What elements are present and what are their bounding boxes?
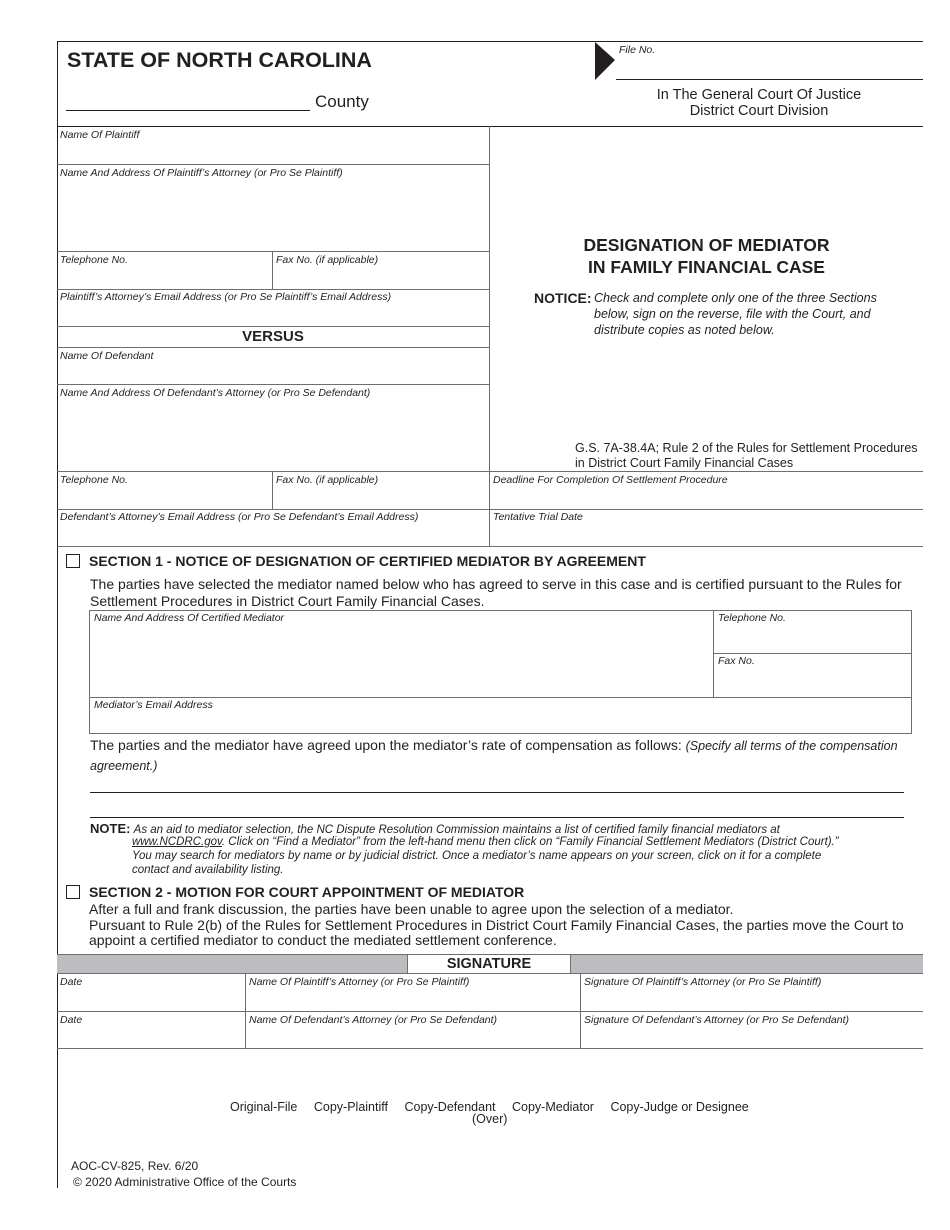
section2-checkbox[interactable]: [66, 885, 80, 899]
defendant-name-input[interactable]: [58, 348, 488, 384]
plaintiff-date-input[interactable]: [58, 975, 244, 1010]
defendant-email-input[interactable]: [58, 510, 488, 546]
defendant-email-label: Defendant’s Attorney’s Email Address (or Pro Se Defendant’s Email Address): [60, 511, 419, 523]
deadline-label: Deadline For Completion Of Settlement Procedure: [493, 474, 728, 486]
plaintiff-date-label: Date: [60, 976, 83, 988]
notice-label: NOTICE:: [534, 290, 592, 306]
defendant-fax-label: Fax No. (if applicable): [276, 474, 379, 486]
plaintiff-phone-input[interactable]: [58, 252, 271, 289]
defendant-attorney-name-label: Name Of Defendant’s Attorney (or Pro Se Defendant): [249, 1014, 498, 1026]
note-block: NOTE: As an aid to mediator selection, the NC Dispute Resolution Commission maintains a list of certified family financial mediators at: [90, 821, 780, 836]
section2-title: SECTION 2 - MOTION FOR COURT APPOINTMENT OF MEDIATOR: [89, 884, 525, 900]
copyright: © 2020 Administrative Office of the Courts: [73, 1175, 297, 1189]
defendant-phone-label: Telephone No.: [60, 474, 128, 486]
dist-copy-judge: Copy-Judge or Designee: [610, 1100, 749, 1114]
mediator-fax-label: Fax No.: [718, 655, 755, 667]
over-label: (Over): [472, 1112, 508, 1126]
versus-label: VERSUS: [242, 328, 304, 345]
defendant-fax-input[interactable]: [273, 472, 488, 509]
plaintiff-fax-input[interactable]: [273, 252, 488, 289]
defendant-signature-input[interactable]: [581, 1012, 923, 1047]
court-name-line2: District Court Division: [689, 103, 829, 119]
notice-line1: Check and complete only one of the three Sections: [594, 291, 877, 305]
notice-line2: below, sign on the reverse, file with the Court, and: [594, 307, 871, 321]
mediator-name-label: Name And Address Of Certified Mediator: [94, 612, 285, 624]
county-label: County: [315, 92, 369, 111]
trial-date-label: Tentative Trial Date: [493, 511, 583, 523]
defendant-attorney-label: Name And Address Of Defendant’s Attorney (or Pro Se Defendant): [60, 387, 371, 399]
plaintiff-fax-label: Fax No. (if applicable): [276, 254, 379, 266]
note-line3: You may search for mediators by name or by judicial district. Once a mediator’s name appears on your screen, click on it for a complete: [132, 850, 822, 862]
statute-line1: G.S. 7A-38.4A; Rule 2 of the Rules for Settlement Procedures: [575, 441, 918, 455]
section2-line3: appoint a certified mediator to conduct the mediated settlement conference.: [89, 932, 557, 948]
mediator-phone-input[interactable]: [714, 611, 911, 652]
defendant-date-input[interactable]: [58, 1012, 244, 1047]
dist-copy-plaintiff: Copy-Plaintiff: [313, 1100, 388, 1114]
file-no-label: File No.: [619, 44, 656, 56]
ncdrc-link[interactable]: www.NCDRC.gov: [132, 836, 222, 848]
section2-line1: After a full and frank discussion, the parties have been unable to agree upon the selection of a mediator.: [89, 901, 734, 917]
form-title-line1: DESIGNATION OF MEDIATOR: [583, 235, 830, 255]
notice-line3: distribute copies as noted below.: [594, 323, 775, 337]
compensation-input[interactable]: [90, 772, 904, 818]
court-name-line1: In The General Court Of Justice: [656, 87, 862, 103]
dist-copy-defendant: Copy-Defendant: [404, 1100, 496, 1114]
mediator-name-input[interactable]: [90, 611, 712, 696]
statute-line2: in District Court Family Financial Cases: [575, 456, 794, 470]
trial-date-input[interactable]: [490, 510, 923, 546]
defendant-attorney-name-input[interactable]: [246, 1012, 579, 1047]
mediator-email-input[interactable]: [90, 698, 911, 733]
note-line2: www.NCDRC.gov. Click on “Find a Mediator” from the left-hand menu then click on “Family Financial Settlement Mediators (District Court).”: [132, 836, 839, 848]
county-input[interactable]: [66, 89, 310, 111]
mediator-email-label: Mediator’s Email Address: [94, 699, 213, 711]
plaintiff-attorney-label: Name And Address Of Plaintiff’s Attorney (or Pro Se Plaintiff): [60, 167, 343, 179]
defendant-attorney-input[interactable]: [58, 385, 488, 471]
section1-body-line2: Settlement Procedures in District Court Family Financial Cases.: [90, 593, 485, 609]
deadline-input[interactable]: [490, 472, 923, 509]
defendant-signature-label: Signature Of Defendant’s Attorney (or Pro Se Defendant): [584, 1014, 849, 1026]
plaintiff-name-input[interactable]: [58, 127, 488, 164]
section1-title: SECTION 1 - NOTICE OF DESIGNATION OF CERTIFIED MEDIATOR BY AGREEMENT: [89, 553, 646, 569]
defendant-date-label: Date: [60, 1014, 83, 1026]
compensation-text-cont: agreement.): [90, 759, 158, 773]
plaintiff-signature-label: Signature Of Plaintiff’s Attorney (or Pro Se Plaintiff): [584, 976, 822, 988]
file-no-input[interactable]: [616, 42, 923, 80]
plaintiff-attorney-input[interactable]: [58, 165, 488, 251]
signature-header: SIGNATURE: [407, 954, 571, 974]
plaintiff-email-label: Plaintiff’s Attorney’s Email Address (or Pro Se Plaintiff’s Email Address): [60, 291, 392, 303]
defendant-phone-input[interactable]: [58, 472, 271, 509]
plaintiff-phone-label: Telephone No.: [60, 254, 128, 266]
plaintiff-name-label: Name Of Plaintiff: [60, 129, 140, 141]
section1-checkbox[interactable]: [66, 554, 80, 568]
mediator-fax-input[interactable]: [714, 654, 911, 696]
plaintiff-signature-input[interactable]: [581, 975, 923, 1010]
dist-copy-mediator: Copy-Mediator: [511, 1100, 594, 1114]
dist-original-file: Original-File: [230, 1100, 298, 1114]
mediator-phone-label: Telephone No.: [718, 612, 786, 624]
section2-line2: Pursuant to Rule 2(b) of the Rules for Settlement Procedures in District Court Family Financial Cases, the parties move the Court to: [89, 917, 904, 933]
form-number: AOC-CV-825, Rev. 6/20: [71, 1159, 199, 1173]
plaintiff-email-input[interactable]: [58, 290, 488, 326]
plaintiff-attorney-name-input[interactable]: [246, 975, 579, 1010]
compensation-text: The parties and the mediator have agreed upon the mediator’s rate of compensation as follows: (Specify all terms of the compensation: [90, 737, 898, 753]
form-title-line2: IN FAMILY FINANCIAL CASE: [588, 257, 825, 277]
plaintiff-attorney-name-label: Name Of Plaintiff’s Attorney (or Pro Se Plaintiff): [249, 976, 470, 988]
state-title: STATE OF NORTH CAROLINA: [67, 48, 372, 72]
section1-body-line1: The parties have selected the mediator named below who has agreed to serve in this case and is certified pursuant to the Rules for: [90, 576, 902, 592]
note-line4: contact and availability listing.: [132, 864, 284, 876]
defendant-name-label: Name Of Defendant: [60, 350, 154, 362]
